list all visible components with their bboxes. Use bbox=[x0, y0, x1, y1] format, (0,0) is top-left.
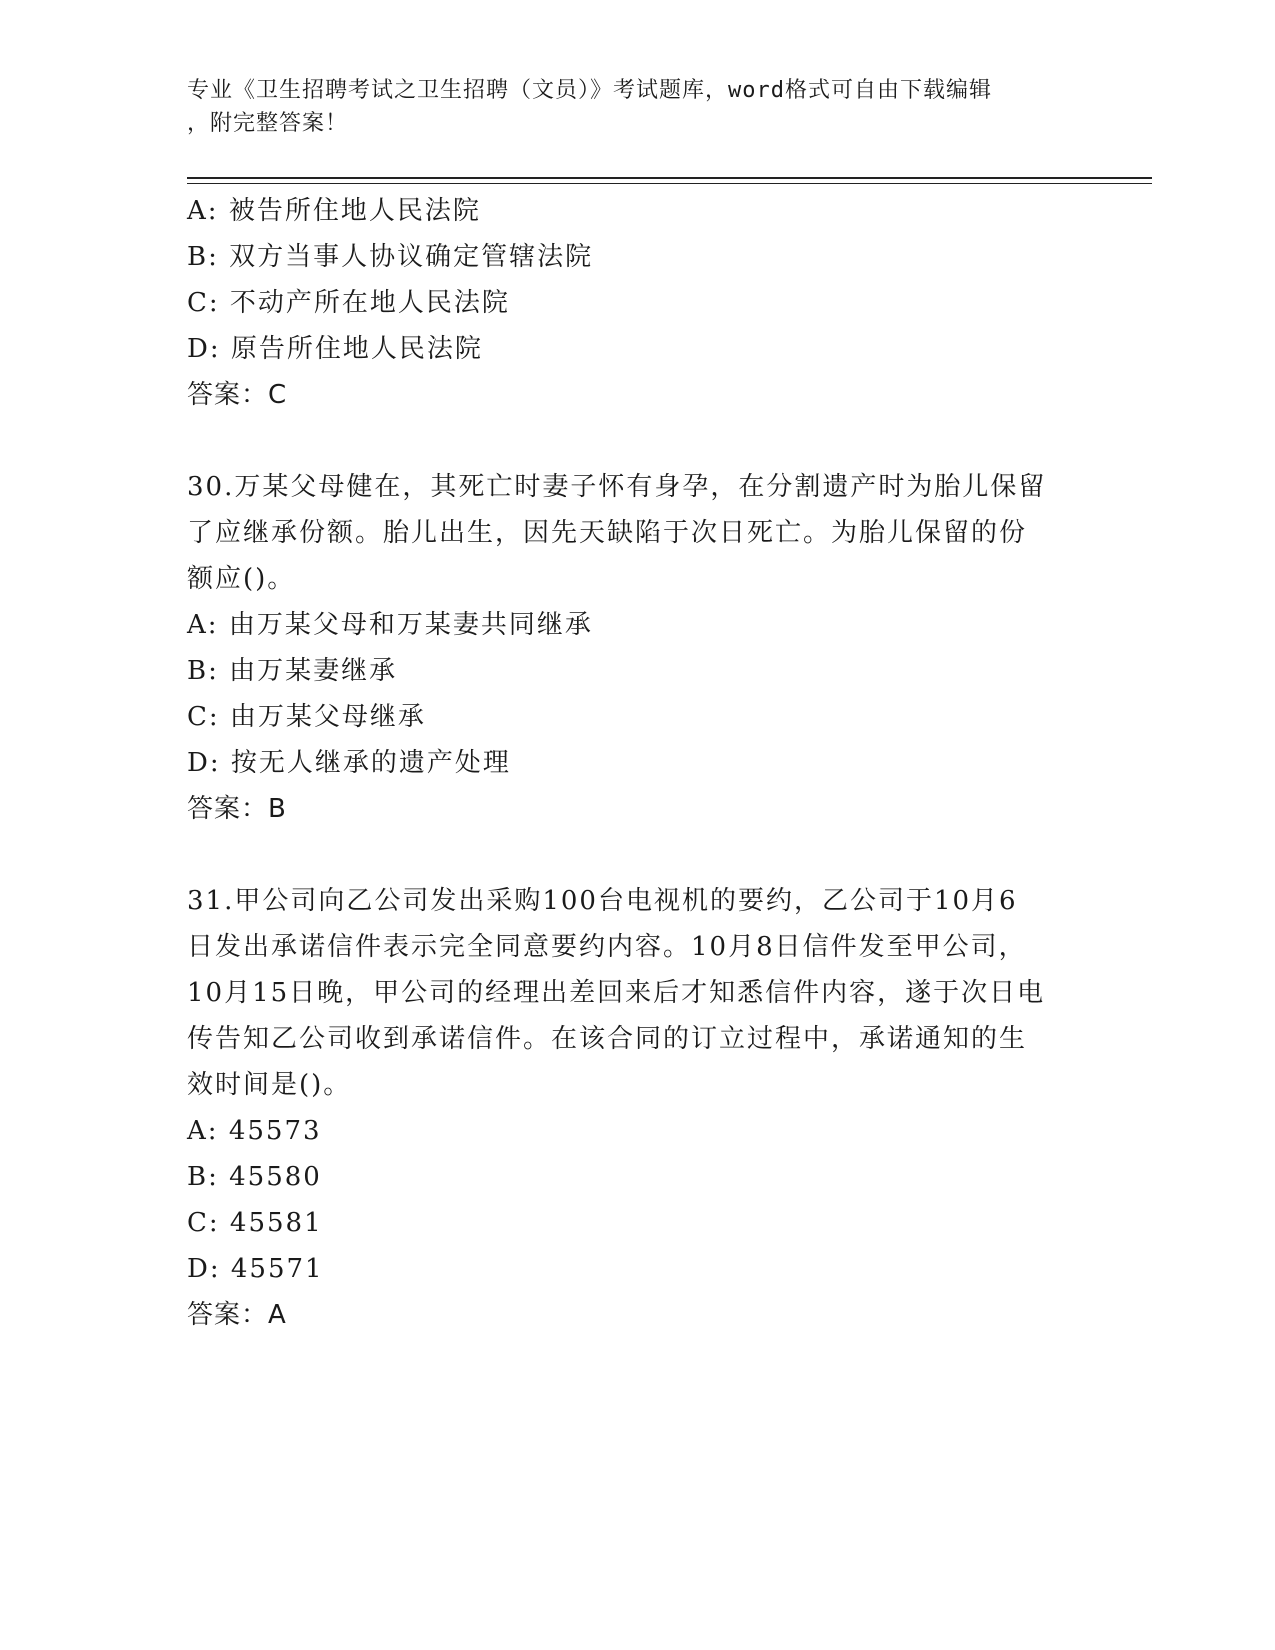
option-c bbox=[187, 280, 1087, 326]
question-line: 30.万某父母健在，其死亡时妻子怀有身孕，在分割遗产时为胎儿保留 bbox=[187, 472, 1047, 502]
spacer bbox=[187, 418, 1087, 464]
option-b bbox=[187, 1154, 1087, 1200]
option-label: B: bbox=[187, 242, 219, 272]
option-label: B: bbox=[187, 656, 219, 686]
option-d bbox=[187, 1246, 1087, 1292]
question-29 bbox=[187, 188, 1087, 418]
option-label: B: bbox=[187, 1162, 219, 1192]
option-a bbox=[187, 188, 1087, 234]
option-label: D: bbox=[187, 1254, 221, 1284]
question-line: 效时间是()。 bbox=[187, 1070, 352, 1100]
option-label: D: bbox=[187, 334, 221, 364]
option-c bbox=[187, 694, 1087, 740]
question-line: 额应()。 bbox=[187, 564, 296, 594]
question-text bbox=[187, 464, 1087, 602]
option-text: 双方当事人协议确定管辖法院 bbox=[229, 242, 594, 272]
question-content bbox=[187, 188, 1087, 1338]
header-line-2: ，附完整答案！ bbox=[187, 111, 349, 136]
option-text: 原告所住地人民法院 bbox=[230, 334, 483, 364]
document-header bbox=[187, 74, 1087, 140]
option-text: 被告所住地人民法院 bbox=[228, 196, 481, 226]
option-b bbox=[187, 234, 1087, 280]
option-text: 45581 bbox=[229, 1208, 323, 1238]
option-b bbox=[187, 648, 1087, 694]
answer-line: 答案：C bbox=[187, 380, 288, 410]
option-c bbox=[187, 1200, 1087, 1246]
option-label: D: bbox=[187, 748, 221, 778]
option-label: A: bbox=[187, 1116, 219, 1146]
header-divider-thin bbox=[187, 183, 1152, 184]
option-a bbox=[187, 602, 1087, 648]
header-line-1: 专业《卫生招聘考试之卫生招聘（文员）》考试题库，word格式可自由下载编辑 bbox=[187, 78, 992, 103]
question-line: 了应继承份额。胎儿出生，因先天缺陷于次日死亡。为胎儿保留的份 bbox=[187, 518, 1028, 548]
question-31 bbox=[187, 878, 1087, 1338]
option-label: C: bbox=[187, 1208, 220, 1238]
option-text: 按无人继承的遗产处理 bbox=[230, 748, 511, 778]
question-line: 31.甲公司向乙公司发出采购100台电视机的要约，乙公司于10月6 bbox=[187, 886, 1018, 916]
option-text: 由万某妻继承 bbox=[229, 656, 398, 686]
option-label: C: bbox=[187, 702, 220, 732]
question-line: 日发出承诺信件表示完全同意要约内容。10月8日信件发至甲公司， bbox=[187, 932, 1027, 962]
option-d bbox=[187, 326, 1087, 372]
option-text: 不动产所在地人民法院 bbox=[229, 288, 510, 318]
option-text: 由万某父母和万某妻共同继承 bbox=[228, 610, 593, 640]
option-label: A: bbox=[187, 610, 219, 640]
option-text: 45580 bbox=[229, 1162, 322, 1192]
answer-line: 答案：A bbox=[187, 1300, 287, 1330]
option-label: C: bbox=[187, 288, 220, 318]
question-line: 10月15日晚，甲公司的经理出差回来后才知悉信件内容，遂于次日电 bbox=[187, 978, 1046, 1008]
option-text: 45571 bbox=[230, 1254, 324, 1284]
header-divider-thick bbox=[187, 177, 1152, 179]
option-d bbox=[187, 740, 1087, 786]
option-text: 45573 bbox=[228, 1116, 322, 1146]
question-line: 传告知乙公司收到承诺信件。在该合同的订立过程中，承诺通知的生 bbox=[187, 1024, 1028, 1054]
question-30 bbox=[187, 464, 1087, 832]
spacer bbox=[187, 832, 1087, 878]
option-text: 由万某父母继承 bbox=[229, 702, 426, 732]
option-a bbox=[187, 1108, 1087, 1154]
answer-line: 答案：B bbox=[187, 794, 287, 824]
option-label: A: bbox=[187, 196, 219, 226]
question-text bbox=[187, 878, 1087, 1108]
